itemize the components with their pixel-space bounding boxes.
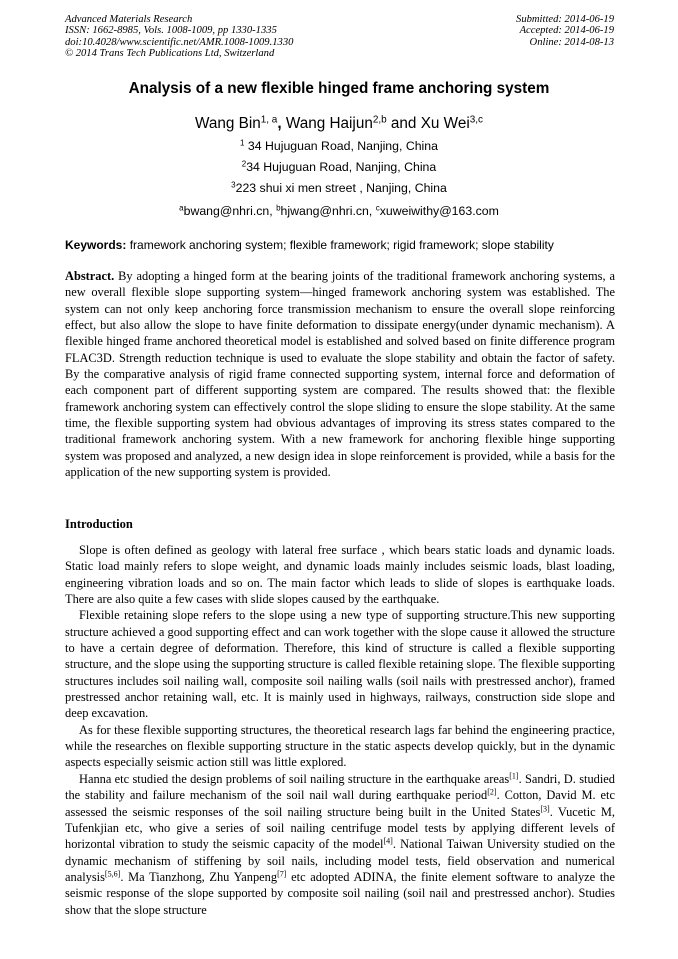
affiliation-2 [0, 160, 678, 174]
submitted-date: Submitted: 2014-06-19 [516, 14, 614, 25]
introduction-body [65, 542, 615, 918]
copyright-line: © 2014 Trans Tech Publications Ltd, Switzerland [65, 47, 275, 59]
intro-paragraph-1: Slope is often defined as geology with lateral free surface , which bears static loads and dynamic loads. Static load mainly refers to slope weight, and dynamic loads mainly includes seismic loads, blast loading, engineering vibration loads and so on. The main factor which leads to slide of slopes is earthquake loads. There are also quite a few cases with slide slopes caused by the earthquake. [65, 543, 615, 607]
email-marker: a [179, 203, 184, 213]
header-journal-info [65, 14, 293, 59]
intro-p4-text: etc adopted ADINA, the finite element software to analyze the seismic response of the slope supported by composite soil nailing (soil nail and prestressed anchor). Studies show that the slope structure [65, 869, 615, 917]
intro-p4-text: . Vucetic M, Tufenkjian etc, who give a series of soil nailing centrifuge model tests by applying different levels of horizontal vibration to study the seismic capacity of the model [65, 804, 616, 852]
intro-paragraph-4 [65, 771, 615, 918]
online-date: Online: 2014-08-13 [529, 36, 614, 48]
author-2-marker: 2,b [372, 114, 387, 126]
intro-paragraph-2: Flexible retaining slope refers to the slope using a new type of supporting structure.This new supporting structure achieved a good supporting effect and can work together with the slope cause it allowed the structure to have a certain degree of deformation. Therefore, this kind of structure is called a flexible supporting structure, and the slope using the supporting structure is called flexible retaining slope. The flexible supporting structures includes soil nailing wall, composite soil nailing walls (soil nails with prestressed anchor), framed prestressed anchor retaining wall, etc. It is mainly used in highways, railways, construction side slope and deep excavation. [65, 608, 615, 721]
email-marker: b [276, 203, 281, 213]
email-author-3: xuweiwithy@163.com [379, 204, 499, 218]
citation-ref: [3] [540, 804, 550, 814]
intro-p4-text: . Cotton, David M. etc assessed the seismic responses of the soil nailing structure being built in the United States [65, 788, 615, 819]
email-marker: c [375, 203, 380, 213]
intro-p4-text: . Ma Tianzhong, Zhu Yanpeng [120, 869, 278, 884]
author-3-marker: 3,c [469, 114, 483, 126]
issn-line: ISSN: 1662-8985, Vols. 1008-1009, pp 1330-1335 [65, 25, 277, 37]
author-2: Wang Haijun [285, 115, 373, 132]
doi-line: doi:10.4028/www.scientific.net/AMR.1008-1009.1330 [65, 36, 294, 48]
affiliation-marker: 2 [241, 159, 247, 169]
intro-paragraph-3: As for these flexible supporting structures, the theoretical research lags far behind the engineering practice, while the researches on flexible supporting structure in the static aspects develop quickly, but in the dynamic aspects especially seismic action still was little explored. [65, 722, 615, 770]
citation-ref: [4] [383, 836, 393, 846]
abstract-paragraph [65, 268, 615, 480]
author-1: Wang Bin [194, 115, 261, 132]
accepted-date: Accepted: 2014-06-19 [519, 25, 614, 37]
author-line [0, 115, 678, 133]
journal-name: Advanced Materials Research [65, 14, 193, 25]
abstract-label: Abstract. [65, 269, 115, 283]
citation-ref: [7] [277, 869, 287, 879]
affiliation-text: 34 Hujuguan Road, Nanjing, China [246, 160, 437, 174]
intro-p4-text: Hanna etc studied the design problems of soil nailing structure in the earthquake areas [79, 771, 510, 786]
affiliation-marker: 3 [231, 180, 236, 190]
author-separator: and [386, 115, 421, 132]
author-separator: , [277, 115, 286, 132]
keywords-line [65, 238, 615, 252]
email-author-1: bwang@nhri.cn, [183, 204, 277, 218]
author-1-marker: 1, a [260, 114, 278, 126]
affiliation-3 [0, 181, 678, 195]
header-dates [516, 14, 614, 48]
intro-p4-text: . Sandri, D. studied the stability and failure mechanism of the soil nail wall during earthquake period [65, 771, 615, 803]
abstract-text: By adopting a hinged form at the bearing joints of the traditional framework anchoring systems, a new overall flexible slope supporting system—hinged framework anchoring system was established. The system can not only keep anchoring force transmission mechanism to ensure the overall slope reinforcing effect, but also allow the slope to have finite deformation to dissipate energy(under dynamic mechanism). A flexible hinged frame anchored theoretical model is established and solved based on finite difference program FLAC3D. Strength reduction technique is used to evaluate the slope stability and obtain the factor of safety. By the comparative analysis of rigid frame connected supporting system, internal force and deformation of each component part of different supporting system are compared. The results showed that: the flexible framework anchoring system can effectively control the slope sliding to ensure the slope stability. At the same time, the flexible supporting system had obvious advantages of improving its stress states compared to the traditional framework anchoring system. With a new framework for anchoring flexible hinge supporting system was proposed and analyzed, a new design idea in slope reinforcement is provided, while a basis for the application of the new supporting system is provided. [65, 269, 615, 480]
paper-title: Analysis of a new flexible hinged frame anchoring system [128, 80, 550, 97]
affiliation-text: 34 Hujuguan Road, Nanjing, China [244, 139, 438, 153]
keywords-label: Keywords: [65, 238, 127, 252]
intro-p4-text: . National Taiwan University studied on the dynamic mechanism of stiffening by soil nails, including model tests, field observation and numerical analysis [65, 837, 616, 884]
citation-ref: [2] [487, 787, 497, 797]
author-3: Xu Wei [420, 115, 470, 132]
citation-ref: [5,6] [104, 869, 121, 879]
introduction-heading: Introduction [65, 517, 133, 531]
author-emails [0, 204, 678, 218]
citation-ref: [1] [509, 771, 519, 781]
abstract-section [65, 268, 615, 480]
affiliation-marker: 1 [240, 138, 245, 148]
affiliation-1 [0, 139, 678, 153]
keywords-text: framework anchoring system; flexible framework; rigid framework; slope stability [126, 238, 554, 252]
affiliation-text: 223 shui xi men street , Nanjing, China [235, 181, 447, 195]
email-author-2: hjwang@nhri.cn, [280, 204, 376, 218]
